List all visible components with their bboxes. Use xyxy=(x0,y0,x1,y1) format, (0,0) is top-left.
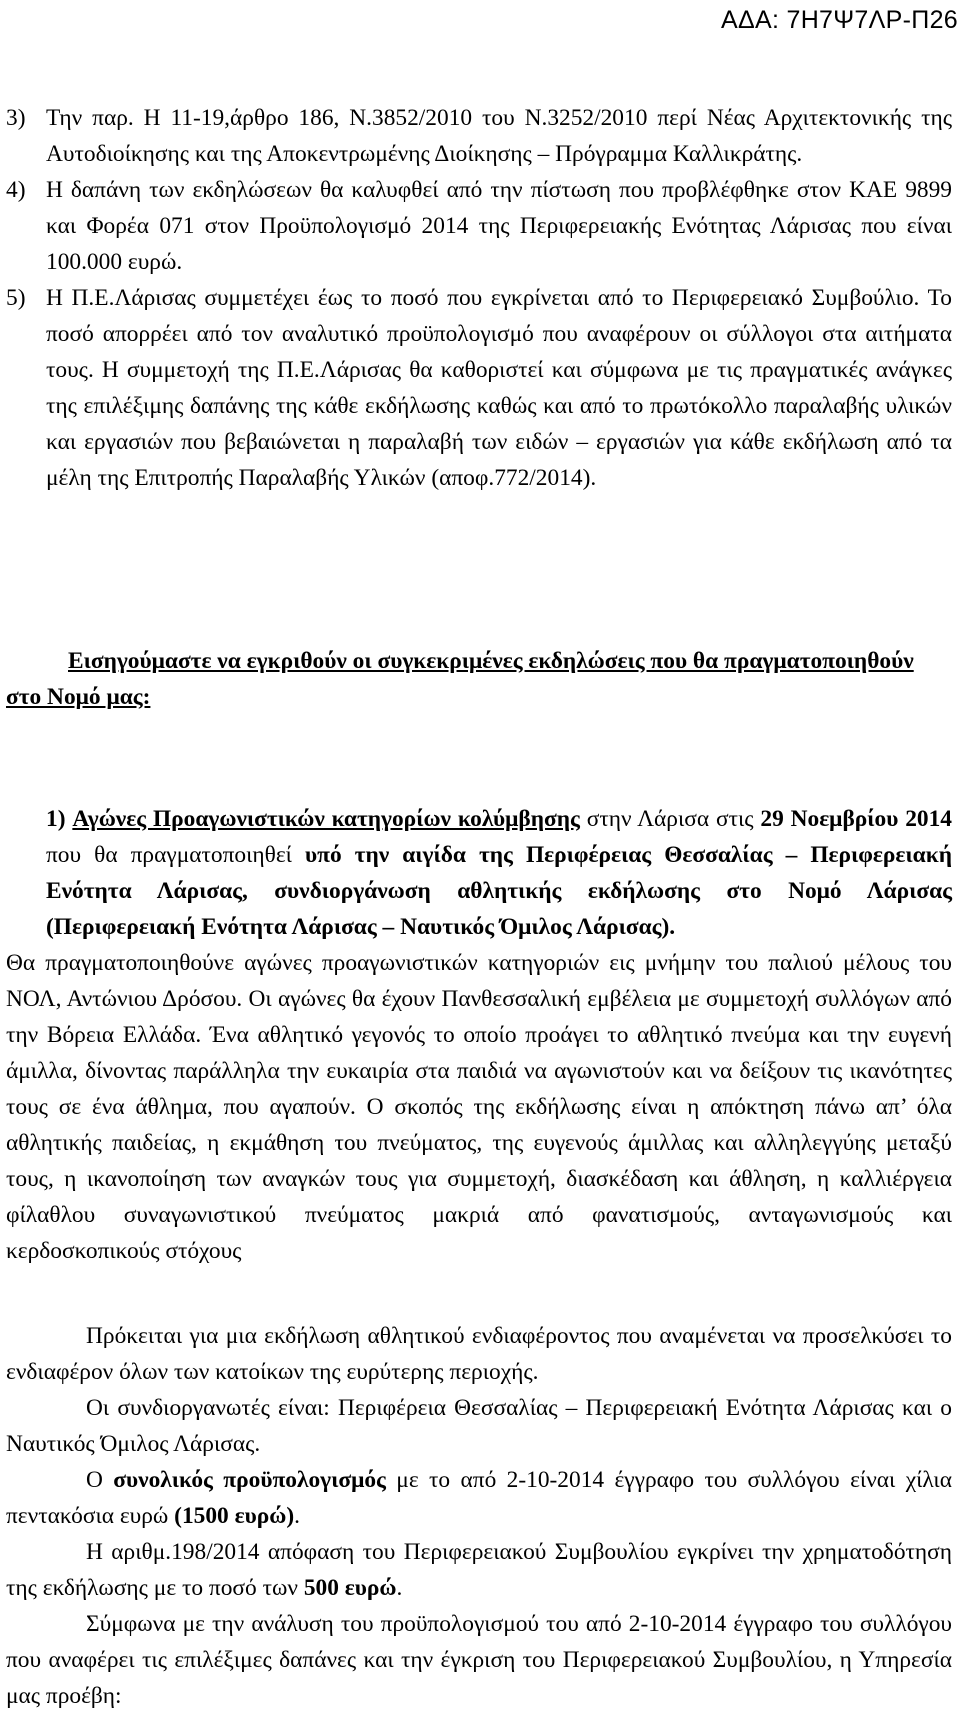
item-text: Την παρ. Η 11-19,άρθρο 186, Ν.3852/2010 του Ν.3252/2010 περί Νέας Αρχιτεκτονικής της Αυτοδιοίκησης και της Αποκεντρωμένης Διοίκησης – Πρόγραμμα Καλλικράτης. xyxy=(46,105,952,167)
event-number: 1) xyxy=(46,806,66,832)
budget-amount: (1500 ευρώ) xyxy=(174,1503,295,1529)
ada-code: ΑΔΑ: 7Η7Ψ7ΛΡ-Π26 xyxy=(721,6,958,34)
event-date: 29 Νοεμβρίου 2014 xyxy=(760,806,952,832)
organizers-paragraph: Οι συνδιοργανωτές είναι: Περιφέρεια Θεσσαλίας – Περιφερειακή Ενότητα Λάρισας και ο Ναυτικός Όμιλος Λάρισας. xyxy=(6,1395,952,1457)
item-number: 5) xyxy=(6,285,26,311)
proposal-heading-block xyxy=(6,643,952,715)
event-text: που θα πραγματοποιηθεί xyxy=(46,842,305,868)
budget-text: Ο xyxy=(86,1467,114,1493)
list-item xyxy=(6,172,952,280)
numbered-items xyxy=(6,100,952,496)
event-title-paragraph xyxy=(6,801,952,945)
budget-paragraph xyxy=(6,1462,952,1534)
budget-label: συνολικός προϋπολογισμός xyxy=(113,1467,386,1493)
proposal-heading: Εισηγούμαστε να εγκριθούν οι συγκεκριμένες εκδηλώσεις που θα πραγματοποιηθούν στο Νομό μας: xyxy=(6,648,914,710)
item-number: 3) xyxy=(6,105,26,131)
event-section xyxy=(6,801,952,1269)
item-text: Η Π.Ε.Λάρισας συμμετέχει έως το ποσό που εγκρίνεται από το Περιφερειακό Συμβούλιο. Το ποσό απορρέει από τον αναλυτικό προϋπολογισμό που αναφέρουν οι σύλλογοι στα αιτήματα τους. Η συμμετοχή της Π.Ε.Λάρισας θα καθοριστεί και σύμφωνα με τις πραγματικές ανάγκες της επιλέξιμης δαπάνης της κάθε εκδήλωσης καθώς και από το πρωτόκολλο παραλαβής υλικών και εργασιών που βεβαιώνεται η παραλαβή των ειδών – εργασιών για κάθε εκδήλωση από τα μέλη της Επιτροπής Παραλαβής Υλικών (αποφ.772/2014). xyxy=(46,285,952,491)
interest-paragraph: Πρόκειται για μια εκδήλωση αθλητικού ενδιαφέροντος που αναμένεται να προσελκύσει το ενδιαφέρον όλων των κατοίκων της ευρύτερης περιοχής. xyxy=(6,1323,952,1385)
item-number: 4) xyxy=(6,177,26,203)
decision-paragraph xyxy=(6,1534,952,1606)
event-aegis: υπό την αιγίδα της Περιφέρειας Θεσσαλίας – Περιφερειακή Ενότητα Λάρισας, συνδιοργάνωση αθλητικής εκδήλωσης στο Νομό Λάρισας (Περιφερειακή Ενότητα Λάρισας – Ναυτικός Όμιλος Λάρισας). xyxy=(46,842,952,940)
item-text: Η δαπάνη των εκδηλώσεων θα καλυφθεί από την πίστωση που προβλέφθηκε στον ΚΑΕ 9899 και Φορέα 071 στον Προϋπολογισμό 2014 της Περιφερειακής Ενότητας Λάρισας που είναι 100.000 ευρώ. xyxy=(46,177,952,275)
decision-text: . xyxy=(396,1575,403,1601)
decision-text: Η αριθμ.198/2014 απόφαση του Περιφερειακού Συμβουλίου εγκρίνει την χρηματοδότηση της εκδήλωσης με το ποσό των xyxy=(6,1539,952,1601)
budget-text: με το από 2-10-2014 έγγραφο του συλλόγου είναι χίλια πεντακόσια ευρώ xyxy=(6,1467,952,1529)
event-description: Θα πραγματοποιηθούνε αγώνες προαγωνιστικών κατηγοριών εις μνήμην του παλιού μέλους του ΝΟΛ, Αντώνιου Δρόσου. Οι αγώνες θα έχουν Πανθεσσαλική εμβέλεια με συμμετοχή συλλόγων από την Βόρεια Ελλάδα. Ένα αθλητικό γεγονός το οποίο προάγει το αθλητικό πνεύμα και την ευγενή άμιλλα, δίνοντας παράλληλα την ευκαιρία στα παιδιά να αγωνιστούν και να δείξουν τις ικανότητες τους σε ένα άθλημα, που αγαπούν. Ο σκοπός της εκδήλωσης είναι η απόκτηση πάνω απ’ όλα αθλητικής παιδείας, η εκμάθηση του πνεύματος, της ευγενούς άμιλλας και αλληλεγγύης μεταξύ τους, η ικανοποίηση των αναγκών τους για συμμετοχή, διασκέδαση και άθληση, η καλλιέργεια φίλαθλου συναγωνιστικού πνεύματος μακριά από φανατισμούς, ανταγωνισμούς και κερδοσκοπικούς στόχους xyxy=(6,950,952,1264)
event-details xyxy=(6,1318,952,1714)
analysis-paragraph: Σύμφωνα με την ανάλυση του προϋπολογισμού του από 2-10-2014 έγγραφο του συλλόγου που αναφέρει τις επιλέξιμες δαπάνες και την έγκριση του Περιφερειακού Συμβουλίου, η Υπηρεσία μας προέβη: xyxy=(6,1611,952,1709)
budget-text: . xyxy=(294,1503,300,1529)
decision-amount: 500 ευρώ xyxy=(303,1575,397,1601)
event-text: στην Λάρισα στις xyxy=(579,806,761,832)
list-item xyxy=(6,100,952,172)
event-title: Αγώνες Προαγωνιστικών κατηγορίων κολύμβησης xyxy=(72,806,580,832)
list-item xyxy=(6,280,952,496)
